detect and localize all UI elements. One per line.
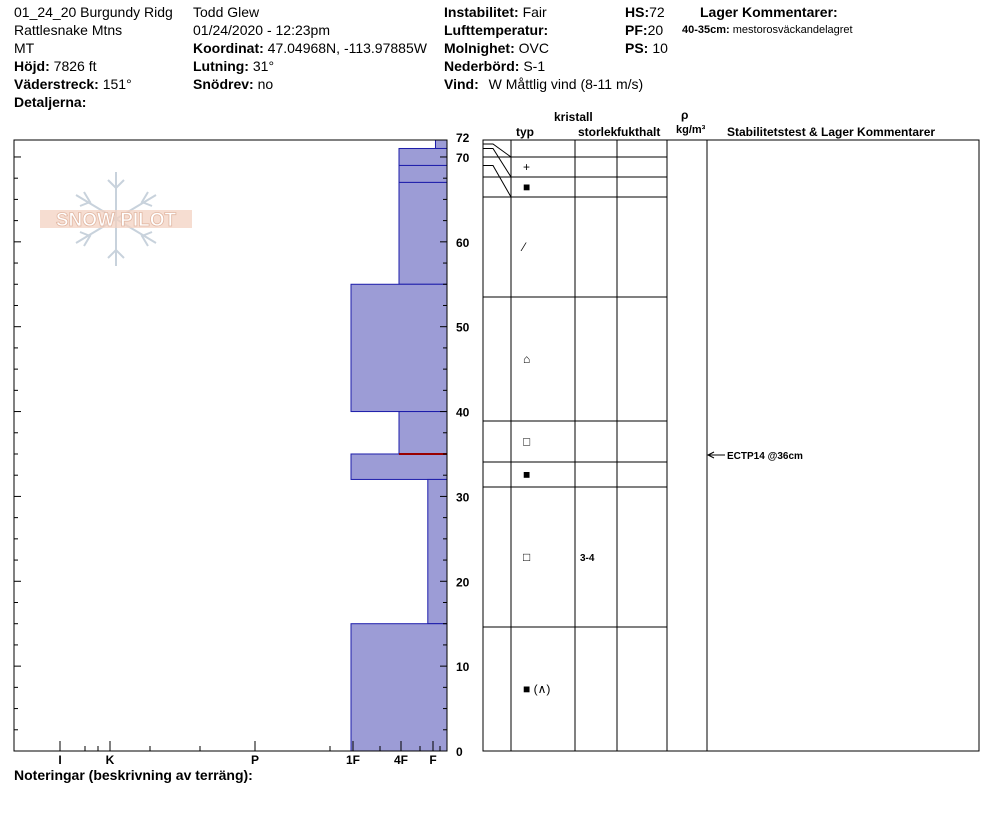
observation-datetime: 01/24/2020 - 12:23pm [193, 22, 330, 38]
aspect-value: 151° [102, 76, 132, 92]
precip-label: Nederbörd: [444, 58, 520, 74]
density-unit: kg/m³ [676, 124, 706, 136]
instability-label: Instabilitet: [444, 4, 519, 20]
slope-value: 31° [252, 58, 275, 74]
hardness-bar [351, 284, 447, 411]
size-header: storlek [578, 125, 618, 139]
range-name: Rattlesnake Mtns [14, 22, 123, 38]
hardness-bar [399, 412, 447, 454]
instability-value: Fair [522, 4, 547, 20]
site-name: 01_24_20 Burgundy Ridg [14, 4, 173, 20]
drift-label: Snödrev: [193, 76, 254, 92]
table-border [483, 140, 979, 751]
depth-tick-label: 50 [456, 320, 470, 335]
grain-size-label: 3-4 [580, 553, 595, 564]
hardness-tick-label: 4F [393, 753, 409, 767]
hardness-bar [435, 140, 447, 148]
aspect-label: Väderstreck: [14, 76, 99, 92]
logo-text: SNOW PILOT [55, 210, 177, 231]
layer-table [483, 140, 979, 751]
grain-type-symbol: ⁄ [523, 240, 526, 254]
hardness-bar [399, 148, 447, 165]
type-header: typ [516, 125, 534, 139]
depth-tick-label: 0 [456, 745, 463, 759]
grain-type-symbol: + [523, 160, 531, 174]
layer-comments-title: Lager Kommentarer: [700, 4, 838, 20]
depth-tick-label: 30 [456, 490, 470, 505]
depth-tick-label: 72 [456, 131, 470, 145]
hardness-tick-label: K [105, 753, 115, 767]
coordinate-label: Koordinat: [193, 40, 264, 56]
wind-value: W Måttlig vind (8-11 m/s) [488, 76, 644, 92]
depth-tick-label: 10 [456, 660, 470, 675]
layer-comment-range: 40-35cm: [682, 24, 730, 36]
hs-value: 72 [649, 4, 665, 20]
grain-type-symbol: ■ [523, 180, 531, 194]
observer-name: Todd Glew [193, 4, 260, 20]
elevation-value: 7826 ft [53, 58, 97, 74]
hardness-bar [399, 165, 447, 182]
coordinate-value: 47.04968N, -113.97885W [267, 40, 427, 56]
pf-value: 20 [647, 22, 664, 38]
ps-label: PS: [625, 40, 649, 56]
hardness-tick-label: P [250, 753, 260, 767]
hardness-bar [399, 182, 447, 284]
stability-test-label: ECTP14 @36cm [727, 451, 803, 462]
crystal-header: kristall [554, 110, 593, 124]
stability-header: Stabilitetstest & Lager Kommentarer [727, 125, 936, 139]
hs-label: HS: [625, 4, 650, 20]
layer-comment-text: mestorosväckandelagret [732, 24, 853, 36]
grain-type-symbol: ■ (∧) [523, 682, 551, 696]
pf-label: PF: [625, 22, 648, 38]
grain-type-symbol: □ [523, 550, 531, 564]
drift-value: no [257, 76, 274, 92]
hardness-tick-label: 1F [345, 753, 361, 767]
hardness-tick-label: F [429, 753, 437, 767]
depth-tick-label: 20 [456, 575, 470, 590]
depth-tick-label: 40 [456, 405, 470, 420]
sky-label: Molnighet: [444, 40, 515, 56]
density-symbol: ρ [681, 108, 689, 122]
hardness-bar [351, 454, 447, 479]
depth-tick-label: 70 [456, 150, 470, 165]
grain-type-symbol: □ [523, 434, 531, 449]
ps-value: 10 [652, 40, 668, 56]
grain-type-symbol: ■ [523, 467, 531, 482]
elevation-label: Höjd: [14, 58, 50, 74]
hardness-tick-label: I [58, 753, 62, 767]
grain-type-symbol: ⌂ [523, 352, 531, 366]
precip-value: S-1 [523, 58, 546, 74]
details-label: Detaljerna: [14, 94, 87, 110]
hardness-bar [351, 624, 447, 751]
moisture-header: fukthalt [617, 125, 661, 139]
sky-value: OVC [518, 40, 549, 56]
slope-label: Lutning: [193, 58, 249, 74]
depth-tick-label: 60 [456, 235, 470, 250]
air-temperature-label: Lufttemperatur: [444, 22, 549, 38]
terrain-notes-label: Noteringar (beskrivning av terräng): [14, 767, 253, 783]
wind-label: Vind: [444, 76, 479, 92]
hardness-profile [351, 140, 447, 751]
state-name: MT [14, 40, 35, 56]
